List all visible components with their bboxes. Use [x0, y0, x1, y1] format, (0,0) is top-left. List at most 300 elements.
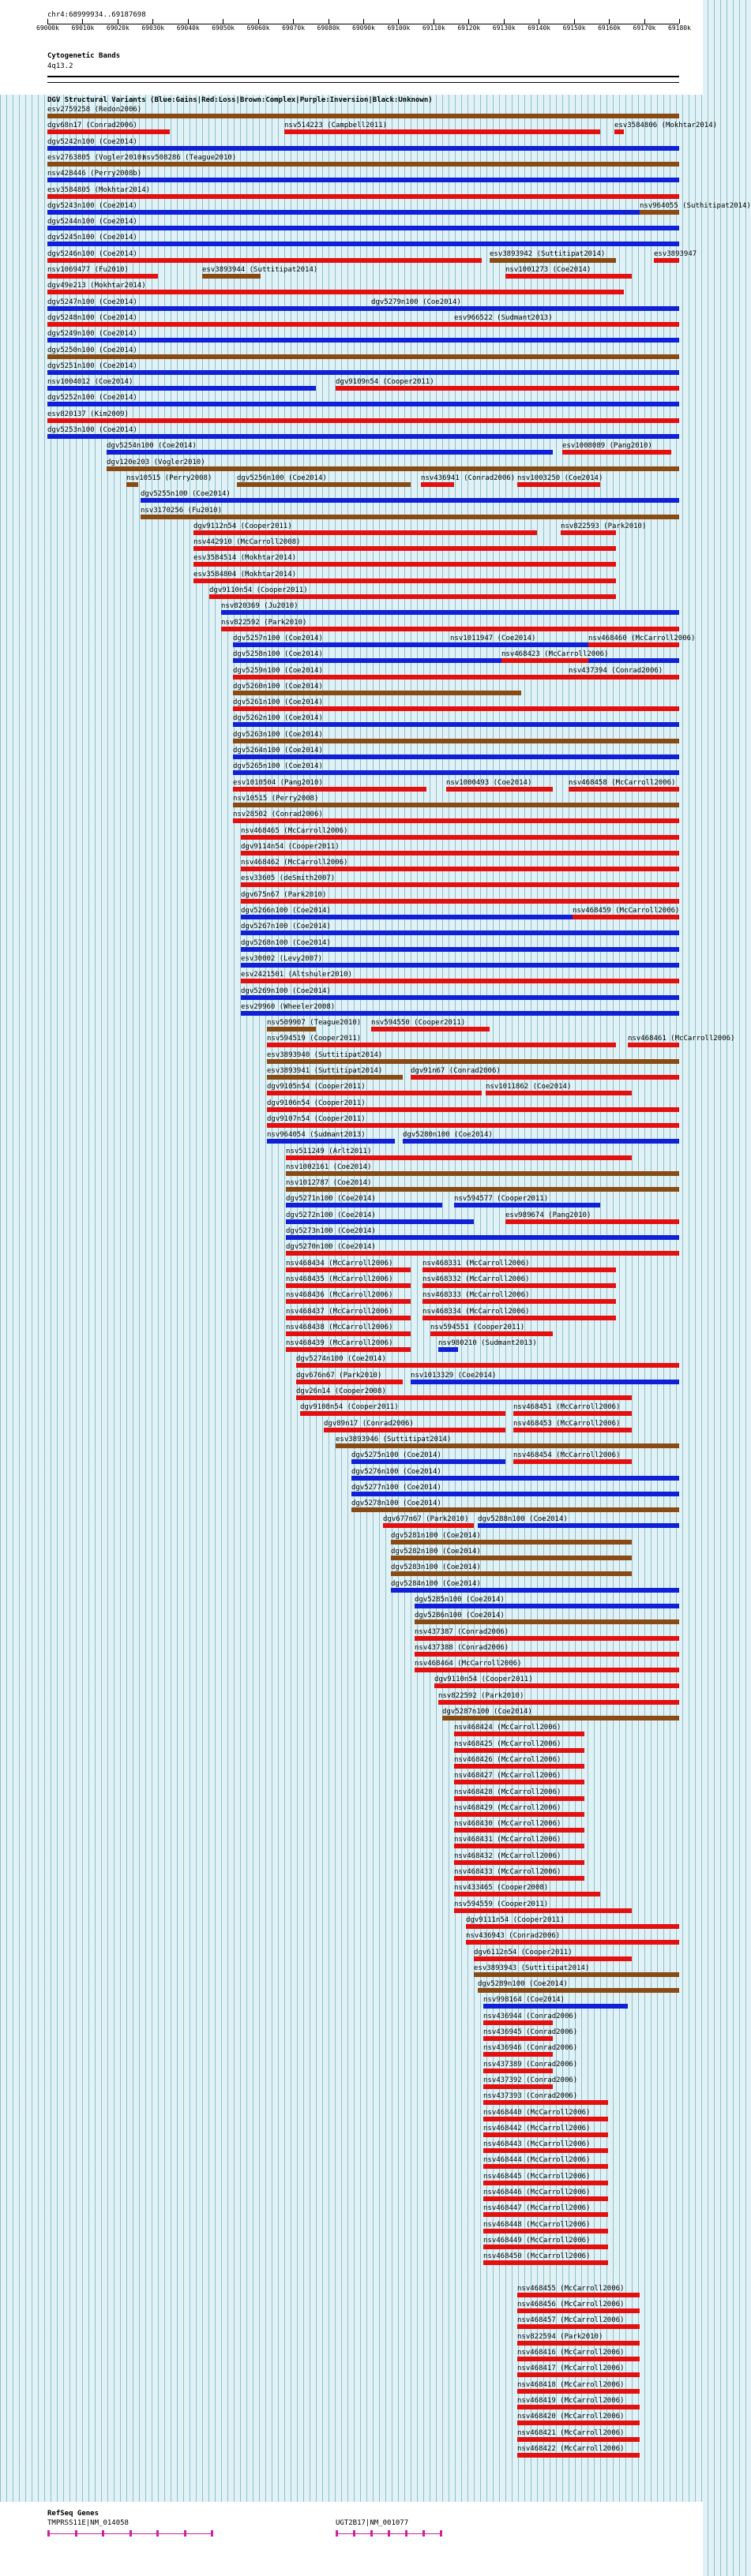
sv-feature-label[interactable]: nsv437394 (Conrad2006) — [569, 666, 663, 675]
sv-feature-bar[interactable] — [573, 915, 679, 919]
sv-feature-label[interactable]: dgv5284n100 (Coe2014) — [391, 1579, 481, 1588]
sv-feature-bar[interactable] — [267, 1043, 616, 1047]
sv-feature-bar[interactable] — [296, 1395, 632, 1400]
sv-feature-bar[interactable] — [517, 2453, 640, 2458]
sv-feature-label[interactable]: nsv468444 (McCarroll2006) — [483, 2156, 591, 2165]
sv-feature-bar[interactable] — [415, 1619, 679, 1624]
sv-feature-label[interactable]: esv820137 (Kim2009) — [47, 410, 129, 418]
sv-feature-bar[interactable] — [47, 274, 158, 279]
sv-feature-bar[interactable] — [221, 627, 679, 631]
sv-feature-label[interactable]: nsv428446 (Perry2008b) — [47, 170, 142, 178]
sv-feature-label[interactable]: nsv468429 (McCarroll2006) — [454, 1803, 561, 1812]
sv-feature-bar[interactable] — [466, 1924, 679, 1929]
sv-feature-label[interactable]: nsv468453 (McCarroll2006) — [513, 1419, 621, 1428]
sv-feature-label[interactable]: dgv5252n100 (Coe2014) — [47, 394, 137, 402]
sv-feature-bar[interactable] — [241, 930, 679, 935]
sv-feature-label[interactable]: dgv5289n100 (Coe2014) — [478, 1980, 568, 1989]
sv-feature-label[interactable]: dgv68n17 (Conrad2006) — [47, 122, 137, 130]
sv-feature-bar[interactable] — [241, 979, 679, 983]
sv-feature-label[interactable]: esv3893942 (Suttitipat2014) — [490, 249, 606, 258]
sv-feature-label[interactable]: dgv5244n100 (Coe2014) — [47, 218, 137, 227]
sv-feature-bar[interactable] — [241, 995, 679, 1000]
sv-feature-label[interactable]: nsv468437 (McCarroll2006) — [286, 1307, 393, 1316]
sv-feature-label[interactable]: nsv468333 (McCarroll2006) — [422, 1291, 530, 1300]
sv-feature-label[interactable]: dgv26n14 (Cooper2008) — [296, 1387, 386, 1395]
sv-feature-label[interactable]: nsv468448 (McCarroll2006) — [483, 2220, 591, 2229]
sv-feature-bar[interactable] — [411, 1380, 679, 1384]
sv-feature-label[interactable]: nsv468442 (McCarroll2006) — [483, 2124, 591, 2132]
sv-feature-bar[interactable] — [267, 1091, 482, 1095]
sv-feature-label[interactable]: nsv468421 (McCarroll2006) — [517, 2428, 625, 2437]
sv-feature-label[interactable]: dgv5268n100 (Coe2014) — [241, 938, 331, 947]
sv-feature-bar[interactable] — [47, 258, 482, 263]
sv-feature-bar[interactable] — [47, 370, 679, 375]
sv-feature-bar[interactable] — [47, 242, 679, 246]
sv-feature-bar[interactable] — [47, 129, 170, 134]
sv-feature-label[interactable]: nsv468434 (McCarroll2006) — [286, 1259, 393, 1267]
sv-feature-bar[interactable] — [415, 1652, 679, 1657]
sv-feature-label[interactable]: nsv468440 (McCarroll2006) — [483, 2108, 591, 2117]
sv-feature-bar[interactable] — [415, 1668, 679, 1672]
sv-feature-bar[interactable] — [483, 2052, 553, 2057]
sv-feature-label[interactable]: nsv437389 (Conrad2006) — [483, 2060, 578, 2069]
sv-feature-label[interactable]: dgv120e203 (Vogler2010) — [107, 458, 205, 466]
sv-feature-bar[interactable] — [483, 2260, 608, 2265]
sv-feature-label[interactable]: nsv822594 (Park2010) — [517, 2332, 603, 2341]
sv-feature-bar[interactable] — [267, 1027, 316, 1032]
sv-feature-bar[interactable] — [474, 1972, 679, 1977]
sv-feature-bar[interactable] — [141, 515, 679, 519]
sv-feature-bar[interactable] — [434, 1683, 679, 1688]
sv-feature-bar[interactable] — [221, 610, 679, 615]
sv-feature-bar[interactable] — [483, 2148, 608, 2153]
sv-feature-label[interactable]: nsv1013329 (Coe2014) — [411, 1371, 497, 1380]
sv-feature-label[interactable]: nsv468430 (McCarroll2006) — [454, 1820, 561, 1829]
sv-feature-label[interactable]: nsv468420 (McCarroll2006) — [517, 2413, 625, 2421]
sv-feature-bar[interactable] — [517, 2389, 640, 2394]
sv-feature-bar[interactable] — [233, 722, 679, 727]
sv-feature-label[interactable]: nsv468449 (McCarroll2006) — [483, 2236, 591, 2245]
sv-feature-label[interactable]: nsv436945 (Conrad2006) — [483, 2028, 578, 2036]
sv-feature-label[interactable]: dgv5257n100 (Coe2014) — [233, 634, 323, 642]
sv-feature-label[interactable]: nsv468454 (McCarroll2006) — [513, 1451, 621, 1460]
sv-feature-label[interactable]: dgv5285n100 (Coe2014) — [415, 1595, 505, 1604]
sv-feature-bar[interactable] — [391, 1571, 632, 1576]
sv-feature-bar[interactable] — [241, 899, 679, 904]
sv-feature-bar[interactable] — [286, 1235, 679, 1240]
sv-feature-label[interactable]: nsv468446 (McCarroll2006) — [483, 2188, 591, 2196]
sv-feature-label[interactable]: nsv468456 (McCarroll2006) — [517, 2301, 625, 2309]
sv-feature-label[interactable]: nsv820369 (Ju2010) — [221, 602, 299, 611]
sv-feature-bar[interactable] — [483, 2229, 608, 2233]
sv-feature-bar[interactable] — [267, 1123, 679, 1128]
sv-feature-bar[interactable] — [483, 2020, 553, 2025]
sv-feature-bar[interactable] — [286, 1331, 411, 1336]
sv-feature-bar[interactable] — [47, 194, 679, 199]
sv-feature-bar[interactable] — [483, 2084, 553, 2089]
sv-feature-bar[interactable] — [107, 466, 679, 471]
sv-feature-bar[interactable] — [421, 482, 454, 487]
sv-feature-label[interactable]: esv966522 (Sudmant2013) — [454, 313, 553, 322]
sv-feature-bar[interactable] — [628, 1043, 679, 1047]
sv-feature-label[interactable]: nsv594577 (Cooper2011) — [454, 1195, 549, 1204]
sv-feature-label[interactable]: dgv9106n54 (Cooper2011) — [267, 1099, 366, 1107]
sv-feature-bar[interactable] — [422, 1299, 616, 1304]
sv-feature-bar[interactable] — [505, 274, 632, 279]
sv-feature-label[interactable]: dgv5273n100 (Coe2014) — [286, 1227, 376, 1235]
sv-feature-label[interactable]: dgv5263n100 (Coe2014) — [233, 730, 323, 739]
sv-feature-bar[interactable] — [454, 1748, 584, 1753]
sv-feature-label[interactable]: nsv594519 (Cooper2011) — [267, 1035, 362, 1043]
sv-feature-bar[interactable] — [483, 2196, 608, 2201]
sv-feature-label[interactable]: nsv468431 (McCarroll2006) — [454, 1836, 561, 1844]
sv-feature-bar[interactable] — [193, 578, 616, 583]
sv-feature-bar[interactable] — [654, 258, 679, 263]
sv-feature-label[interactable]: nsv436946 (Conrad2006) — [483, 2044, 578, 2053]
sv-feature-bar[interactable] — [286, 1219, 474, 1224]
sv-feature-label[interactable]: nsv468332 (McCarroll2006) — [422, 1275, 530, 1283]
sv-feature-label[interactable]: nsv594551 (Cooper2011) — [430, 1323, 525, 1331]
sv-feature-label[interactable]: nsv468464 (McCarroll2006) — [415, 1660, 522, 1668]
sv-feature-bar[interactable] — [391, 1540, 632, 1544]
sv-feature-bar[interactable] — [517, 2308, 640, 2313]
sv-feature-bar[interactable] — [483, 2212, 608, 2217]
sv-feature-label[interactable]: nsv436941 (Conrad2006) — [421, 474, 516, 482]
sv-feature-label[interactable]: nsv468436 (McCarroll2006) — [286, 1291, 393, 1300]
sv-feature-label[interactable]: dgv5262n100 (Coe2014) — [233, 714, 323, 723]
sv-feature-bar[interactable] — [517, 2437, 640, 2442]
sv-feature-bar[interactable] — [490, 258, 616, 263]
sv-feature-label[interactable]: dgv5270n100 (Coe2014) — [286, 1243, 376, 1252]
sv-feature-label[interactable]: dgv5243n100 (Coe2014) — [47, 201, 137, 210]
sv-feature-bar[interactable] — [126, 482, 138, 487]
sv-feature-label[interactable]: nsv594550 (Cooper2011) — [371, 1019, 466, 1028]
sv-feature-label[interactable]: nsv468450 (McCarroll2006) — [483, 2252, 591, 2261]
sv-feature-bar[interactable] — [454, 1732, 584, 1736]
sv-feature-label[interactable]: dgv9107n54 (Cooper2011) — [267, 1114, 366, 1123]
sv-feature-bar[interactable] — [233, 787, 426, 792]
sv-feature-label[interactable]: esv30002 (Levy2007) — [241, 954, 322, 963]
sv-feature-label[interactable]: dgv5272n100 (Coe2014) — [286, 1211, 376, 1219]
sv-feature-bar[interactable] — [336, 386, 679, 391]
sv-feature-label[interactable]: dgv5242n100 (Coe2014) — [47, 137, 137, 146]
sv-feature-bar[interactable] — [237, 482, 411, 487]
sv-feature-label[interactable]: nsv514223 (Campbell2011) — [284, 122, 388, 130]
sv-feature-bar[interactable] — [371, 306, 679, 311]
sv-feature-bar[interactable] — [47, 114, 679, 118]
sv-feature-bar[interactable] — [483, 2132, 608, 2137]
sv-feature-label[interactable]: nsv468455 (McCarroll2006) — [517, 2284, 625, 2293]
sv-feature-bar[interactable] — [422, 1283, 616, 1288]
sv-feature-bar[interactable] — [505, 1219, 679, 1224]
sv-feature-label[interactable]: nsv468445 (McCarroll2006) — [483, 2172, 591, 2181]
sv-feature-bar[interactable] — [640, 210, 679, 215]
sv-feature-bar[interactable] — [450, 642, 553, 647]
sv-feature-bar[interactable] — [47, 434, 679, 439]
sv-feature-label[interactable]: esv3893940 (Suttitipat2014) — [267, 1050, 383, 1059]
sv-feature-bar[interactable] — [483, 2069, 553, 2073]
sv-feature-label[interactable]: nsv1003250 (Coe2014) — [517, 474, 603, 482]
sv-feature-bar[interactable] — [241, 835, 679, 840]
sv-feature-label[interactable]: dgv5264n100 (Coe2014) — [233, 747, 323, 754]
sv-feature-label[interactable]: dgv5266n100 (Coe2014) — [241, 907, 331, 915]
sv-feature-bar[interactable] — [107, 450, 553, 455]
sv-feature-label[interactable]: nsv436943 (Conrad2006) — [466, 1932, 561, 1941]
sv-feature-bar[interactable] — [47, 146, 679, 151]
sv-feature-label[interactable]: nsv509907 (Teague2010) — [267, 1019, 362, 1028]
sv-feature-label[interactable]: nsv10515 (Perry2008) — [126, 474, 212, 482]
sv-feature-label[interactable]: dgv677n67 (Park2010) — [383, 1515, 469, 1524]
sv-feature-bar[interactable] — [241, 963, 679, 968]
sv-feature-label[interactable]: dgv5274n100 (Coe2014) — [296, 1355, 386, 1364]
sv-feature-bar[interactable] — [454, 1844, 584, 1848]
sv-feature-label[interactable]: esv989674 (Pang2010) — [505, 1211, 591, 1219]
gene-label[interactable]: TMPRSS11E|NM_014058 — [47, 2519, 129, 2527]
sv-feature-bar[interactable] — [486, 1091, 632, 1095]
sv-feature-bar[interactable] — [454, 1203, 600, 1208]
sv-feature-bar[interactable] — [286, 1267, 411, 1272]
sv-feature-label[interactable]: dgv5277n100 (Coe2014) — [351, 1483, 441, 1492]
sv-feature-label[interactable]: nsv468433 (McCarroll2006) — [454, 1868, 561, 1876]
sv-feature-bar[interactable] — [501, 658, 588, 663]
sv-feature-label[interactable]: esv2763805 (Vogler2010) — [47, 153, 146, 162]
sv-feature-bar[interactable] — [454, 1764, 584, 1769]
sv-feature-bar[interactable] — [430, 1331, 553, 1336]
sv-feature-bar[interactable] — [241, 947, 679, 952]
sv-feature-bar[interactable] — [614, 129, 624, 134]
sv-feature-label[interactable]: dgv5278n100 (Coe2014) — [351, 1500, 441, 1508]
sv-feature-bar[interactable] — [241, 851, 679, 856]
sv-feature-label[interactable]: nsv468432 (McCarroll2006) — [454, 1852, 561, 1860]
sv-feature-bar[interactable] — [478, 1988, 679, 1993]
sv-feature-bar[interactable] — [466, 1940, 679, 1945]
sv-feature-label[interactable]: dgv9109n54 (Cooper2011) — [336, 378, 434, 387]
sv-feature-label[interactable]: dgv5250n100 (Coe2014) — [47, 346, 137, 354]
sv-feature-bar[interactable] — [47, 402, 679, 406]
sv-feature-bar[interactable] — [233, 770, 679, 775]
sv-feature-label[interactable]: dgv5283n100 (Coe2014) — [391, 1563, 481, 1572]
sv-feature-bar[interactable] — [300, 1411, 505, 1416]
sv-feature-label[interactable]: nsv437393 (Conrad2006) — [483, 2092, 578, 2101]
sv-feature-label[interactable]: esv33605 (deSmith2007) — [241, 874, 336, 883]
sv-feature-bar[interactable] — [296, 1380, 403, 1384]
sv-feature-label[interactable]: nsv468427 (McCarroll2006) — [454, 1772, 561, 1780]
sv-feature-label[interactable]: dgv5269n100 (Coe2014) — [241, 987, 331, 995]
sv-feature-bar[interactable] — [422, 1267, 616, 1272]
sv-feature-label[interactable]: nsv433465 (Cooper2008) — [454, 1884, 549, 1893]
sv-feature-label[interactable]: dgv5286n100 (Coe2014) — [415, 1612, 505, 1620]
sv-feature-label[interactable]: nsv468418 (McCarroll2006) — [517, 2380, 625, 2389]
sv-feature-label[interactable]: nsv822592 (Park2010) — [221, 618, 307, 627]
sv-feature-label[interactable]: nsv468443 (McCarroll2006) — [483, 2140, 591, 2149]
sv-feature-label[interactable]: nsv468451 (McCarroll2006) — [513, 1403, 621, 1412]
sv-feature-bar[interactable] — [483, 2004, 628, 2009]
sv-feature-bar[interactable] — [483, 2100, 608, 2105]
sv-feature-label[interactable]: nsv468457 (McCarroll2006) — [517, 2316, 625, 2325]
sv-feature-label[interactable]: dgv9105n54 (Cooper2011) — [267, 1083, 366, 1091]
sv-feature-bar[interactable] — [517, 2405, 640, 2409]
sv-feature-bar[interactable] — [286, 1299, 411, 1304]
sv-feature-bar[interactable] — [415, 1636, 679, 1641]
sv-feature-bar[interactable] — [517, 482, 600, 487]
sv-feature-label[interactable]: esv3893944 (Suttitipat2014) — [202, 266, 318, 274]
sv-feature-bar[interactable] — [286, 1316, 411, 1320]
sv-feature-label[interactable]: esv3893947 — [654, 249, 697, 258]
sv-feature-label[interactable]: dgv6112n54 (Cooper2011) — [474, 1948, 573, 1956]
sv-feature-bar[interactable] — [267, 1139, 395, 1144]
sv-feature-label[interactable]: dgv5260n100 (Coe2014) — [233, 682, 323, 691]
sv-feature-bar[interactable] — [47, 210, 679, 215]
sv-feature-bar[interactable] — [454, 1780, 584, 1784]
sv-feature-label[interactable]: nsv468426 (McCarroll2006) — [454, 1755, 561, 1764]
sv-feature-bar[interactable] — [47, 354, 679, 359]
sv-feature-bar[interactable] — [286, 1155, 632, 1160]
sv-feature-label[interactable]: nsv468459 (McCarroll2006) — [573, 907, 680, 915]
sv-feature-bar[interactable] — [569, 675, 616, 680]
sv-feature-label[interactable]: nsv468461 (McCarroll2006) — [628, 1035, 735, 1043]
sv-feature-bar[interactable] — [233, 658, 679, 663]
sv-feature-bar[interactable] — [483, 2117, 608, 2121]
sv-feature-label[interactable]: nsv468438 (McCarroll2006) — [286, 1323, 393, 1331]
sv-feature-bar[interactable] — [371, 1027, 490, 1032]
sv-feature-label[interactable]: nsv437387 (Conrad2006) — [415, 1627, 509, 1636]
sv-feature-label[interactable]: nsv1011862 (Coe2014) — [486, 1083, 572, 1091]
sv-feature-bar[interactable] — [569, 787, 679, 792]
sv-feature-bar[interactable] — [454, 1876, 584, 1881]
sv-feature-label[interactable]: esv29960 (Wheeler2008) — [241, 1002, 336, 1011]
sv-feature-bar[interactable] — [286, 1187, 679, 1192]
sv-feature-bar[interactable] — [241, 867, 679, 871]
sv-feature-label[interactable]: nsv998164 (Coe2014) — [483, 1996, 565, 2005]
sv-feature-bar[interactable] — [233, 818, 679, 823]
sv-feature-bar[interactable] — [454, 1908, 632, 1913]
sv-feature-bar[interactable] — [267, 1075, 403, 1080]
sv-feature-bar[interactable] — [513, 1428, 632, 1432]
sv-feature-bar[interactable] — [209, 594, 616, 599]
sv-feature-bar[interactable] — [454, 1828, 584, 1833]
sv-feature-label[interactable]: dgv5251n100 (Coe2014) — [47, 361, 137, 370]
sv-feature-bar[interactable] — [446, 787, 553, 792]
sv-feature-label[interactable]: dgv89n17 (Conrad2006) — [324, 1419, 414, 1428]
sv-feature-label[interactable]: nsv594559 (Cooper2011) — [454, 1900, 549, 1908]
sv-feature-label[interactable]: dgv5276n100 (Coe2014) — [351, 1467, 441, 1476]
sv-feature-bar[interactable] — [193, 530, 537, 535]
sv-feature-label[interactable]: dgv91n67 (Conrad2006) — [411, 1067, 501, 1075]
sv-feature-label[interactable]: esv3584804 (Mokhtar2014) — [193, 570, 297, 578]
sv-feature-label[interactable]: nsv468458 (McCarroll2006) — [569, 778, 676, 787]
sv-feature-label[interactable]: nsv468425 (McCarroll2006) — [454, 1739, 561, 1748]
sv-feature-bar[interactable] — [286, 1283, 411, 1288]
sv-feature-label[interactable]: dgv5271n100 (Coe2014) — [286, 1195, 376, 1204]
sv-feature-label[interactable]: nsv1001273 (Coe2014) — [505, 266, 591, 274]
sv-feature-bar[interactable] — [391, 1556, 632, 1560]
sv-feature-label[interactable]: nsv468331 (McCarroll2006) — [422, 1259, 530, 1267]
sv-feature-bar[interactable] — [47, 290, 624, 294]
sv-feature-label[interactable]: nsv442910 (McCarroll2008) — [193, 538, 301, 547]
sv-feature-label[interactable]: nsv511249 (Arlt2011) — [286, 1147, 372, 1155]
sv-feature-label[interactable]: dgv49e213 (Mokhtar2014) — [47, 282, 146, 290]
sv-feature-label[interactable]: nsv468428 (McCarroll2006) — [454, 1788, 561, 1796]
sv-feature-label[interactable]: esv3584805 (Mokhtar2014) — [47, 185, 151, 194]
sv-feature-label[interactable]: esv3893946 (Suttitipat2014) — [336, 1435, 452, 1443]
sv-feature-bar[interactable] — [517, 2372, 640, 2377]
sv-feature-label[interactable]: nsv1012787 (Coe2014) — [286, 1179, 372, 1188]
sv-feature-label[interactable]: nsv468417 (McCarroll2006) — [517, 2364, 625, 2373]
sv-feature-bar[interactable] — [483, 2036, 553, 2041]
sv-feature-bar[interactable] — [47, 226, 679, 230]
sv-feature-label[interactable]: dgv5248n100 (Coe2014) — [47, 313, 137, 322]
sv-feature-label[interactable]: dgv5267n100 (Coe2014) — [241, 923, 331, 931]
sv-feature-bar[interactable] — [438, 1700, 679, 1705]
sv-feature-label[interactable]: nsv1069477 (Fu2010) — [47, 266, 129, 274]
sv-feature-label[interactable]: dgv675n67 (Park2010) — [241, 890, 327, 899]
sv-feature-label[interactable]: nsv508286 (Teague2010) — [142, 153, 237, 162]
sv-feature-label[interactable]: nsv468462 (McCarroll2006) — [241, 859, 348, 867]
gene-label[interactable]: UGT2B17|NM_001077 — [336, 2519, 409, 2527]
sv-feature-bar[interactable] — [241, 882, 679, 887]
sv-feature-bar[interactable] — [383, 1523, 474, 1528]
sv-feature-label[interactable]: esv2759258 (Redon2006) — [47, 106, 142, 114]
sv-feature-label[interactable]: nsv468465 (McCarroll2006) — [241, 826, 348, 835]
sv-feature-label[interactable]: nsv468416 (McCarroll2006) — [517, 2349, 625, 2357]
sv-feature-label[interactable]: dgv9108n54 (Cooper2011) — [300, 1403, 399, 1412]
sv-feature-bar[interactable] — [351, 1459, 505, 1464]
sv-feature-label[interactable]: dgv5261n100 (Coe2014) — [233, 698, 323, 707]
sv-feature-label[interactable]: dgv5256n100 (Coe2014) — [237, 474, 327, 482]
sv-feature-bar[interactable] — [454, 1812, 584, 1817]
sv-feature-label[interactable]: nsv1002161 (Coe2014) — [286, 1163, 372, 1171]
sv-feature-label[interactable]: nsv1011947 (Coe2014) — [450, 634, 536, 642]
sv-feature-label[interactable]: dgv676n67 (Park2010) — [296, 1371, 382, 1380]
sv-feature-bar[interactable] — [267, 1107, 679, 1112]
sv-feature-label[interactable]: nsv468447 (McCarroll2006) — [483, 2204, 591, 2213]
sv-feature-bar[interactable] — [47, 386, 316, 391]
sv-feature-bar[interactable] — [442, 1716, 679, 1720]
sv-feature-label[interactable]: nsv436944 (Conrad2006) — [483, 2012, 578, 2020]
sv-feature-bar[interactable] — [286, 1347, 411, 1352]
sv-feature-label[interactable]: dgv5265n100 (Coe2014) — [233, 762, 323, 771]
sv-feature-label[interactable]: esv3584514 (Mokhtar2014) — [193, 554, 297, 563]
sv-feature-bar[interactable] — [47, 418, 679, 423]
sv-feature-bar[interactable] — [193, 546, 616, 551]
sv-feature-bar[interactable] — [403, 1139, 679, 1144]
sv-feature-label[interactable]: dgv9110n54 (Cooper2011) — [209, 586, 308, 594]
sv-feature-label[interactable]: dgv5287n100 (Coe2014) — [442, 1708, 532, 1716]
sv-feature-bar[interactable] — [233, 803, 679, 807]
sv-feature-label[interactable]: dgv5246n100 (Coe2014) — [47, 249, 137, 258]
sv-feature-label[interactable]: dgv5288n100 (Coe2014) — [478, 1515, 568, 1524]
sv-feature-bar[interactable] — [233, 739, 679, 743]
sv-feature-bar[interactable] — [478, 1523, 679, 1528]
sv-feature-bar[interactable] — [483, 2181, 608, 2185]
sv-feature-bar[interactable] — [267, 1059, 679, 1064]
sv-feature-bar[interactable] — [517, 2357, 640, 2361]
sv-feature-label[interactable]: dgv9110n54 (Cooper2011) — [434, 1676, 533, 1684]
sv-feature-bar[interactable] — [47, 338, 679, 343]
sv-feature-bar[interactable] — [233, 706, 679, 711]
sv-feature-bar[interactable] — [391, 1588, 679, 1593]
sv-feature-bar[interactable] — [193, 562, 616, 567]
sv-feature-bar[interactable] — [517, 2324, 640, 2329]
sv-feature-label[interactable]: esv1008089 (Pang2010) — [562, 442, 652, 451]
sv-feature-label[interactable]: dgv5247n100 (Coe2014) — [47, 298, 137, 306]
sv-feature-label[interactable]: dgv5258n100 (Coe2014) — [233, 650, 323, 659]
sv-feature-bar[interactable] — [351, 1476, 679, 1481]
sv-feature-label[interactable]: nsv10515 (Perry2008) — [233, 794, 319, 803]
sv-feature-label[interactable]: dgv5279n100 (Coe2014) — [371, 298, 461, 306]
sv-feature-label[interactable]: nsv822592 (Park2010) — [438, 1691, 524, 1700]
sv-feature-label[interactable]: dgv5245n100 (Coe2014) — [47, 234, 137, 242]
